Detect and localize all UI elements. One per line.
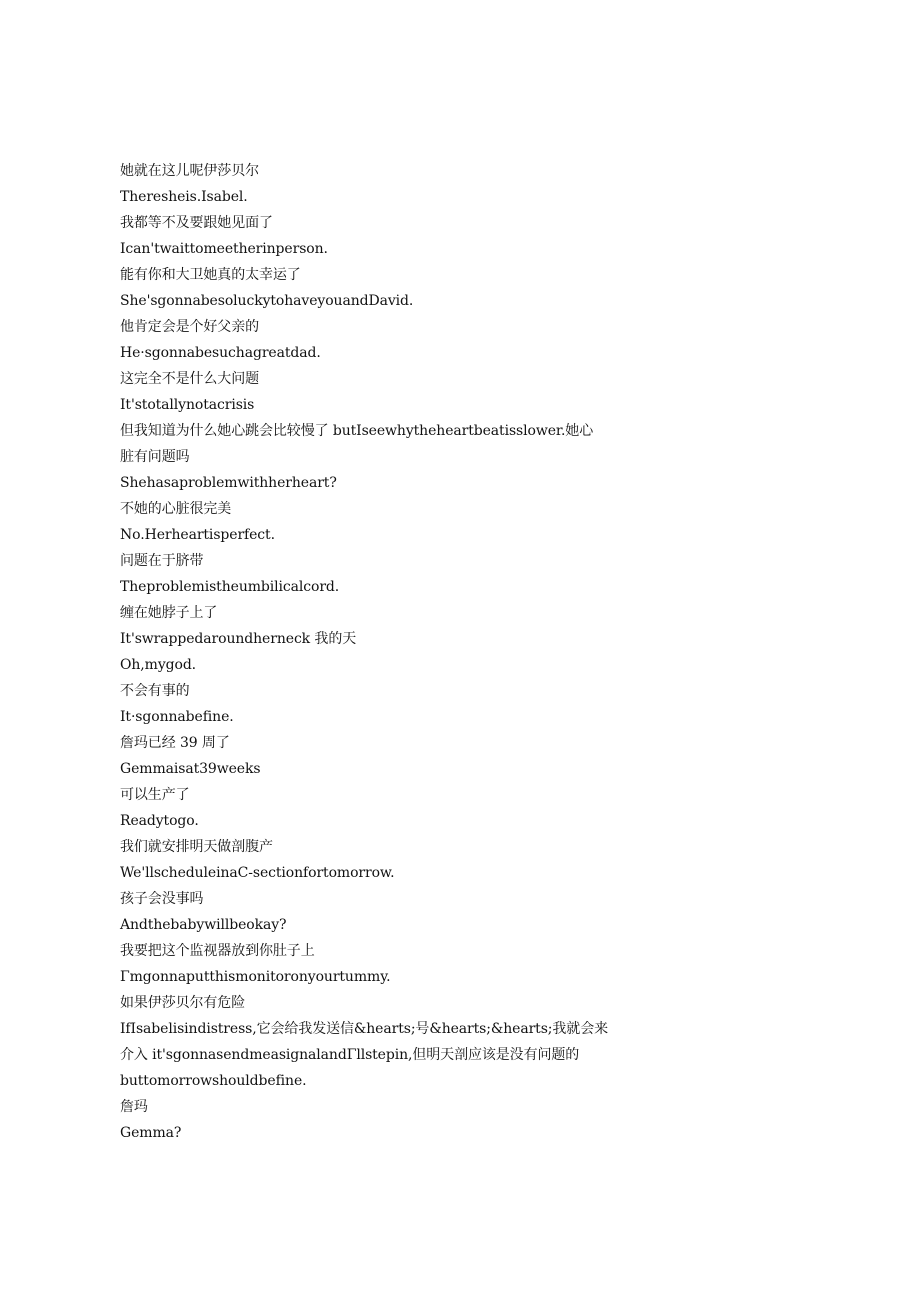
transcript-line: 能有你和大卫她真的太幸运了 [120,267,301,283]
transcript-line: Gemmaisat39weeks [120,761,261,777]
transcript-line: 詹玛已经 39 周了 [120,735,230,751]
transcript-line: Ican'twaittomeetherinperson. [120,241,328,257]
transcript-body [120,158,620,1146]
transcript-line: 但我知道为什么她心跳会比较慢了 butIseewhytheheartbeatisslower.她心 [120,423,594,439]
transcript-line: Theproblemistheumbilicalcord. [120,579,340,595]
transcript-line: We'llscheduleinaC-sectionfortomorrow. [120,865,395,881]
transcript-line: 介入 it'sgonnasendmeasignalandΓllstepin,但明天剖应该是没有问题的 [120,1047,580,1063]
transcript-line: It'swrappedaroundherneck 我的天 [120,631,357,647]
transcript-line: Oh,mygod. [120,657,197,673]
transcript-line: Readytogo. [120,813,199,829]
transcript-line: Andthebabywillbeokay? [120,917,287,933]
transcript-line: She'sgonnabesoluckytohaveyouandDavid. [120,293,414,309]
transcript-line: 我要把这个监视器放到你肚子上 [120,943,315,959]
transcript-line: 他肯定会是个好父亲的 [120,319,259,335]
transcript-line: He·sgonnabesuchagreatdad. [120,345,321,361]
transcript-line: 如果伊莎贝尔有危险 [120,995,246,1011]
transcript-line: 脏有问题吗 [120,449,190,465]
transcript-line: It·sgonnabefine. [120,709,234,725]
transcript-line: 我都等不及要跟她见面了 [120,215,273,231]
transcript-line: 詹玛 [120,1099,148,1115]
transcript-line: 缠在她脖子上了 [120,605,218,621]
transcript-line: Gemma? [120,1125,182,1141]
transcript-line: 不她的心脏很完美 [120,501,232,517]
transcript-line: 这完全不是什么大问题 [120,371,259,387]
transcript-line: 我们就安排明天做剖腹产 [120,839,273,855]
transcript-line: No.Herheartisperfect. [120,527,275,543]
transcript-line: 她就在这儿呢伊莎贝尔 [120,163,259,179]
transcript-line: It'stotallynotacrisis [120,397,255,413]
transcript-line: 不会有事的 [120,683,190,699]
transcript-line: Shehasaproblemwithherheart? [120,475,337,491]
transcript-line: 孩子会没事吗 [120,891,204,907]
transcript-line: Γmgonnaputthismonitoronyourtummy. [120,969,391,985]
transcript-line: Theresheis.Isabel. [120,189,248,205]
transcript-line: 问题在于脐带 [120,553,204,569]
transcript-line: buttomorrowshouldbefine. [120,1073,307,1089]
transcript-line: IfIsabelisindistress,它会给我发送信&hearts;号&hearts;&hearts;我就会来 [120,1021,608,1037]
transcript-line: 可以生产了 [120,787,190,803]
